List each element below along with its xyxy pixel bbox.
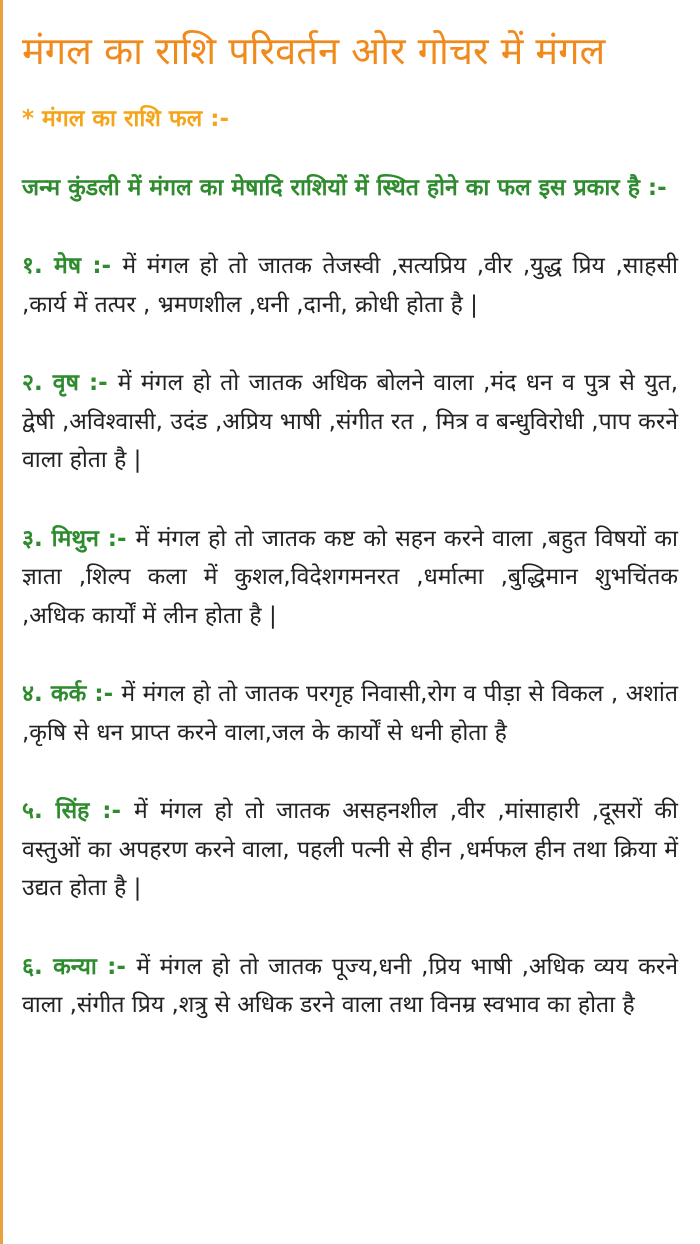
item-text: में मंगल हो तो जातक तेजस्वी ,सत्यप्रिय ,वीर ,युद्ध प्रिय ,साहसी ,कार्य में तत्पर , भ्रमणशील ,धनी ,दानी, क्रोधी होता है | xyxy=(22,253,679,318)
item-text: में मंगल हो तो जातक अधिक बोलने वाला ,मंद धन व पुत्र से युत, द्वेषी ,अविश्वासी, उदंड ,अप्रिय भाषी ,संगीत रत , मित्र व बन्धुविरोधी ,पाप करने वाला होता है | xyxy=(22,370,679,473)
list-item xyxy=(22,792,678,908)
section-subheading: * मंगल का राशि फल :- xyxy=(22,106,230,132)
item-text: में मंगल हो तो जातक पूज्य,धनी ,प्रिय भाषी ,अधिक व्यय करने वाला ,संगीत प्रिय ,शत्रु से अधिक डरने वाला तथा विनम्र स्वभाव का होता है xyxy=(22,953,678,1018)
item-heading: ३. मिथुन :- xyxy=(22,525,136,552)
item-text: में मंगल हो तो जातक कष्ट को सहन करने वाला ,बहुत विषयों का ज्ञाता ,शिल्प कला में कुशल,विदेशगमनरत ,धर्मात्मा ,बुद्धिमान शुभचिंतक ,अधिक कार्यों में लीन होता है | xyxy=(22,525,678,629)
item-text: में मंगल हो तो जातक असहनशील ,वीर ,मांसाहारी ,दूसरों की वस्तुओं का अपहरण करने वाला, पहली पत्नी से हीन ,धर्मफल हीन तथा क्रिया में उद्यत होता है | xyxy=(22,798,678,901)
item-heading: ६. कन्या :- xyxy=(22,953,137,980)
left-accent-rule xyxy=(0,0,3,1244)
list-item xyxy=(22,675,678,752)
article-title: मंगल का राशि परिवर्तन ओर गोचर में मंगल xyxy=(22,29,606,73)
item-heading: ४. कर्क :- xyxy=(22,681,122,707)
list-item xyxy=(22,520,678,636)
article-body xyxy=(22,22,678,1065)
item-text: में मंगल हो तो जातक परगृह निवासी,रोग व पीड़ा से विकल , अशांत ,कृषि से धन प्राप्त करने वाला,जल के कार्यों से धनी होता है xyxy=(22,681,678,746)
list-item xyxy=(22,948,678,1025)
item-heading: ५. सिंह :- xyxy=(22,798,134,824)
list-item xyxy=(22,247,678,324)
item-heading: १. मेष :- xyxy=(22,253,123,279)
intro-paragraph: जन्म कुंडली में मंगल का मेषादि राशियों में स्थित होने का फल इस प्रकार है :- xyxy=(22,175,667,201)
item-heading: २. वृष :- xyxy=(22,370,118,396)
list-item xyxy=(22,364,678,480)
